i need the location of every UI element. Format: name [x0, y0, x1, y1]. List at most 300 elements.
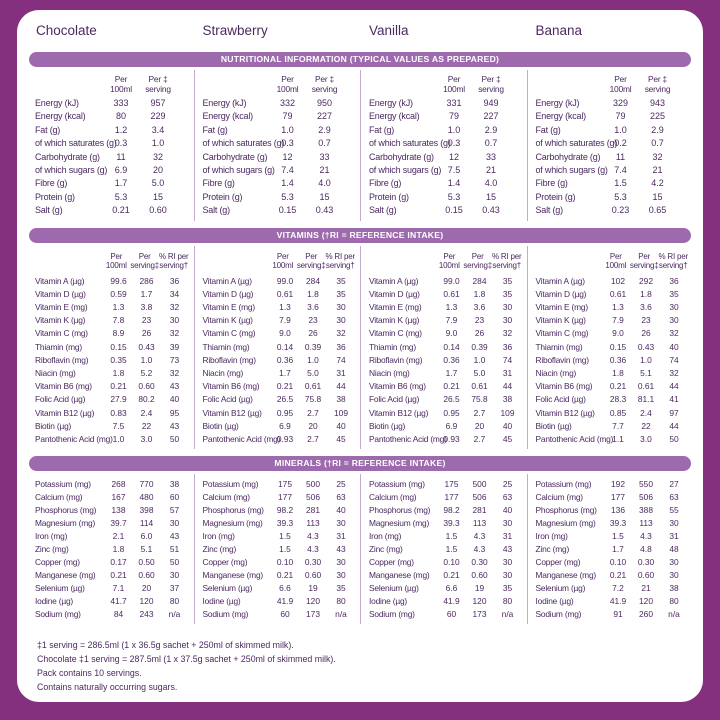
row-label: Riboflavin (mg)	[369, 354, 423, 365]
value-cell: 23	[641, 315, 651, 326]
value-cell: 2.4	[140, 407, 153, 418]
row-label: of which saturates (g)	[369, 138, 451, 149]
table-row	[369, 556, 524, 569]
row-label: Energy (kJ)	[535, 98, 580, 108]
value-cell: 31	[336, 368, 346, 379]
value-cell: 0.60	[304, 570, 322, 581]
row-label: Vitamin E (mg)	[35, 302, 88, 313]
value-cell: 7.9	[612, 315, 624, 326]
value-cell: 229	[150, 111, 166, 122]
value-cell: 3.8	[140, 302, 153, 313]
column-headers	[536, 71, 691, 97]
value-cell: 11	[615, 151, 626, 162]
value-cell: 32	[669, 328, 679, 339]
value-cell: 27.9	[110, 394, 127, 405]
table-row	[35, 504, 191, 517]
value-cell: 19	[308, 583, 318, 594]
value-cell: 1.8	[473, 288, 486, 299]
value-cell: 0.15	[445, 205, 463, 216]
row-label: Iodine (µg)	[535, 596, 574, 607]
value-cell: 74	[502, 354, 513, 365]
value-cell: 31	[336, 531, 346, 542]
table-row	[369, 314, 524, 327]
row-label: Fat (g)	[35, 124, 61, 135]
value-cell: 0.83	[110, 407, 127, 418]
value-cell: 0.15	[278, 205, 297, 216]
table-row	[369, 137, 524, 150]
value-cell: 0.59	[110, 288, 127, 299]
value-cell: 0.21	[443, 381, 460, 392]
row-label: Vitamin A (µg)	[535, 275, 585, 286]
value-cell: 0.21	[276, 570, 294, 581]
value-cell: 1.1	[612, 434, 624, 445]
value-cell: 74	[669, 354, 679, 365]
value-cell: 20	[308, 420, 318, 431]
value-cell: 177	[444, 492, 459, 503]
value-cell: 1.0	[112, 434, 125, 445]
row-label: Fibre (g)	[202, 178, 235, 189]
row-label: Vitamin D (µg)	[535, 288, 587, 299]
vitamins-section-banner: VITAMINS (†RI = REFERENCE INTAKE)	[29, 228, 691, 243]
value-cell: 22	[641, 420, 651, 431]
row-label: Energy (kcal)	[35, 111, 86, 122]
table-row	[369, 393, 524, 406]
column-headers	[203, 71, 358, 97]
value-cell: 50	[169, 434, 180, 445]
value-cell: n/a	[168, 609, 181, 620]
row-label: Phosphorus (mg)	[369, 505, 431, 516]
value-cell: 114	[139, 518, 154, 529]
header-spacer	[369, 75, 436, 94]
table-row	[536, 595, 691, 608]
value-cell: 1.3	[279, 302, 291, 313]
value-cell: 120	[639, 596, 653, 607]
section-minerals	[27, 456, 693, 624]
value-cell: 7.4	[614, 165, 627, 176]
column-headers	[35, 71, 191, 97]
value-cell: 41	[669, 394, 679, 405]
table-row	[35, 137, 191, 150]
value-cell: 102	[611, 275, 625, 286]
row-label: Pantothenic Acid (mg)	[35, 434, 113, 445]
table-row	[203, 433, 358, 446]
row-label: Salt (g)	[35, 205, 63, 216]
row-label: Vitamin B6 (mg)	[35, 381, 92, 392]
value-cell: 31	[502, 368, 513, 379]
value-cell: 5.3	[447, 191, 461, 202]
table-row	[203, 367, 358, 380]
table-row	[369, 367, 524, 380]
value-cell: 0.3	[281, 138, 294, 149]
table-row	[203, 97, 358, 110]
row-label: Iron (mg)	[369, 531, 402, 542]
value-cell: 333	[113, 98, 129, 108]
value-cell: 0.21	[110, 381, 127, 392]
table-row	[35, 341, 191, 354]
value-cell: 4.3	[640, 531, 652, 542]
value-cell: 4.8	[640, 544, 652, 555]
table-row	[35, 380, 191, 393]
footnotes	[27, 638, 693, 694]
value-cell: 35	[336, 275, 346, 286]
table-row	[536, 110, 691, 123]
value-cell: 0.21	[110, 570, 127, 581]
table-row	[35, 530, 191, 543]
table-row	[203, 177, 358, 190]
value-cell: 388	[639, 505, 653, 516]
row-label: Iodine (µg)	[369, 596, 408, 607]
value-cell: 2.7	[307, 407, 319, 418]
table-row	[369, 124, 524, 137]
value-cell: 0.15	[110, 341, 127, 352]
row-label: Folic Acid (µg)	[35, 394, 86, 405]
row-label: Fat (g)	[369, 124, 395, 135]
column-headers	[35, 247, 191, 275]
value-cell: 21	[652, 165, 663, 176]
value-cell: 30	[669, 570, 679, 581]
value-cell: 957	[150, 98, 166, 108]
value-cell: 175	[444, 479, 459, 490]
value-cell: 35	[336, 288, 346, 299]
row-label: Salt (g)	[535, 205, 563, 216]
value-cell: 0.61	[443, 288, 460, 299]
value-cell: 38	[669, 583, 679, 594]
value-cell: 6.6	[445, 583, 458, 594]
row-label: Selenium (µg)	[535, 583, 586, 594]
value-cell: 2.9	[484, 124, 498, 135]
row-label: Energy (kcal)	[369, 111, 420, 122]
column-header: Per serving‡	[130, 251, 159, 271]
table-row	[35, 595, 191, 608]
value-cell: 0.3	[447, 138, 461, 149]
value-cell: 27	[669, 479, 679, 490]
value-cell: 329	[612, 98, 629, 108]
column-headers	[369, 71, 524, 97]
row-label: Zinc (mg)	[535, 544, 570, 555]
row-label: Vitamin B6 (mg)	[202, 381, 260, 392]
table-row	[35, 177, 191, 190]
value-cell: 227	[483, 111, 499, 122]
table-row	[35, 582, 191, 595]
value-cell: 138	[111, 505, 126, 516]
value-cell: 167	[111, 492, 126, 503]
row-label: Selenium (µg)	[202, 583, 253, 594]
value-cell: 1.0	[281, 124, 294, 135]
value-cell: 0.60	[138, 381, 155, 392]
value-cell: 0.21	[443, 570, 460, 581]
table-row	[536, 314, 691, 327]
footnote-natural-sugars: Contains naturally occurring sugars.	[37, 682, 178, 693]
value-cell: 15	[319, 191, 330, 202]
value-cell: 5.0	[473, 368, 486, 379]
vitamins-table	[27, 246, 693, 450]
table-row	[35, 151, 191, 164]
table-row	[203, 420, 358, 433]
value-cell: 175	[278, 479, 292, 490]
row-label: Salt (g)	[202, 205, 230, 216]
value-cell: 41.9	[609, 596, 627, 607]
value-cell: 0.7	[318, 138, 331, 149]
row-label: Folic Acid (µg)	[369, 394, 420, 405]
value-cell: 1.2	[114, 124, 128, 135]
table-row	[369, 407, 524, 420]
value-cell: 1.5	[445, 544, 458, 555]
table-row	[35, 191, 191, 204]
row-label: Copper (mg)	[202, 557, 248, 568]
column-header: Per serving‡	[296, 251, 326, 271]
value-cell: 31	[669, 531, 679, 542]
value-cell: 1.7	[114, 178, 128, 189]
row-label: Zinc (mg)	[202, 544, 237, 555]
value-cell: 506	[306, 492, 320, 503]
table-row	[35, 97, 191, 110]
row-label: Vitamin B12 (µg)	[202, 407, 262, 418]
row-label: Magnesium (mg)	[369, 518, 430, 529]
value-cell: 15	[485, 191, 496, 202]
value-cell: 98.2	[443, 505, 460, 516]
row-label: Vitamin B12 (µg)	[535, 407, 595, 418]
value-cell: 1.3	[612, 302, 624, 313]
value-cell: 1.5	[445, 531, 458, 542]
row-label: Potassium (mg)	[35, 479, 91, 490]
value-cell: 2.7	[473, 407, 486, 418]
row-label: Thiamin (mg)	[369, 341, 416, 352]
table-row	[369, 608, 524, 621]
value-cell: 40	[336, 420, 346, 431]
value-cell: 550	[639, 479, 653, 490]
flavor-column-strawberry	[194, 70, 361, 221]
row-label: Vitamin K (µg)	[202, 315, 253, 326]
value-cell: 50	[669, 434, 679, 445]
row-label: Vitamin K (µg)	[535, 315, 586, 326]
table-row	[536, 164, 691, 177]
column-headers	[369, 247, 524, 275]
value-cell: 41.7	[110, 596, 127, 607]
value-cell: 32	[652, 151, 663, 162]
column-headers	[203, 247, 358, 275]
value-cell: 28.3	[609, 394, 627, 405]
flavor-column-banana	[527, 474, 694, 624]
value-cell: 32	[169, 368, 180, 379]
value-cell: 1.0	[447, 124, 461, 135]
value-cell: 1.0	[151, 138, 165, 149]
value-cell: 0.36	[443, 354, 460, 365]
value-cell: 26	[308, 328, 318, 339]
column-header: Per serving‡	[463, 251, 492, 271]
value-cell: 1.0	[640, 354, 652, 365]
table-row	[536, 288, 691, 301]
value-cell: 1.3	[112, 302, 125, 313]
value-cell: 1.8	[307, 288, 319, 299]
row-label: Vitamin C (mg)	[369, 328, 422, 339]
value-cell: 26.5	[443, 394, 460, 405]
footnote-chocolate-serving-size: Chocolate ‡1 serving = 287.5ml (1 x 37.5g sachet + 250ml of skimmed milk).	[37, 654, 336, 665]
table-row	[369, 420, 524, 433]
value-cell: 0.21	[276, 381, 294, 392]
row-label: Iron (mg)	[535, 531, 568, 542]
row-label: Protein (g)	[535, 191, 576, 202]
table-row	[35, 110, 191, 123]
column-header: Per ‡ serving	[478, 74, 504, 94]
value-cell: 0.7	[651, 138, 664, 149]
row-label: Copper (mg)	[369, 557, 414, 568]
value-cell: 43	[169, 531, 180, 542]
minerals-section-banner: MINERALS (†RI = REFERENCE INTAKE)	[29, 456, 691, 471]
table-row	[203, 608, 358, 621]
value-cell: 30	[336, 302, 346, 313]
value-cell: n/a	[501, 609, 514, 620]
table-row	[35, 354, 191, 367]
value-cell: 0.60	[637, 570, 655, 581]
value-cell: 4.3	[473, 531, 486, 542]
row-label: Phosphorus (mg)	[535, 505, 597, 516]
row-label: Fibre (g)	[35, 178, 68, 189]
value-cell: 37	[169, 583, 180, 594]
value-cell: 0.61	[471, 381, 488, 392]
value-cell: 4.0	[318, 178, 331, 189]
value-cell: 113	[472, 518, 487, 529]
value-cell: 45	[502, 434, 513, 445]
value-cell: 20	[474, 420, 485, 431]
value-cell: 284	[306, 275, 320, 286]
value-cell: 284	[472, 275, 487, 286]
value-cell: 177	[278, 492, 292, 503]
table-row	[369, 204, 524, 217]
table-row	[536, 433, 691, 446]
row-label: Biotin (µg)	[35, 420, 72, 431]
value-cell: 1.7	[140, 288, 153, 299]
value-cell: 1.7	[279, 368, 291, 379]
table-row	[203, 504, 358, 517]
value-cell: 0.30	[304, 557, 322, 568]
row-label: Sodium (mg)	[35, 609, 81, 620]
value-cell: 80	[169, 596, 180, 607]
table-row	[369, 433, 524, 446]
value-cell: 950	[316, 98, 333, 108]
row-label: Energy (kJ)	[369, 98, 413, 108]
value-cell: 136	[611, 505, 625, 516]
row-label: Fat (g)	[202, 124, 228, 135]
table-row	[35, 204, 191, 217]
table-row	[536, 97, 691, 110]
value-cell: 5.1	[640, 368, 652, 379]
header-spacer	[369, 252, 435, 271]
table-row	[536, 380, 691, 393]
value-cell: 0.23	[611, 205, 630, 216]
row-label: Calcium (mg)	[369, 492, 417, 503]
row-label: Pantothenic Acid (mg)	[202, 434, 281, 445]
value-cell: 35	[669, 288, 679, 299]
table-row	[536, 491, 691, 504]
row-label: Thiamin (mg)	[35, 341, 82, 352]
row-label: of which saturates (g)	[535, 138, 618, 149]
value-cell: 79	[448, 111, 459, 122]
column-header: Per 100ml	[105, 251, 127, 271]
value-cell: 0.2	[614, 138, 627, 149]
value-cell: 97	[669, 407, 679, 418]
table-row	[536, 517, 691, 530]
value-cell: 80	[669, 596, 679, 607]
table-row	[369, 151, 524, 164]
flavor-title-strawberry: Strawberry	[202, 23, 268, 38]
value-cell: 0.60	[471, 570, 488, 581]
row-label: Potassium (mg)	[369, 479, 425, 490]
value-cell: 9.0	[612, 328, 624, 339]
value-cell: 50	[169, 557, 180, 568]
value-cell: 75.8	[304, 394, 322, 405]
value-cell: 331	[446, 98, 462, 108]
flavor-column-banana	[527, 246, 694, 450]
value-cell: 0.43	[138, 341, 155, 352]
value-cell: 506	[639, 492, 653, 503]
row-label: Vitamin C (mg)	[35, 328, 88, 339]
value-cell: 38	[502, 394, 513, 405]
table-row	[203, 204, 358, 217]
table-row	[35, 433, 191, 446]
row-label: Niacin (mg)	[535, 368, 577, 379]
value-cell: 79	[282, 111, 293, 122]
value-cell: 12	[448, 151, 459, 162]
column-header: Per ‡ serving	[311, 74, 338, 94]
row-label: of which sugars (g)	[369, 165, 442, 176]
value-cell: 0.95	[443, 407, 460, 418]
value-cell: 120	[306, 596, 320, 607]
row-label: Biotin (µg)	[369, 420, 406, 431]
value-cell: 7.9	[445, 315, 458, 326]
header-spacer	[35, 252, 102, 271]
value-cell: 5.3	[281, 191, 294, 202]
value-cell: 113	[306, 518, 320, 529]
table-row	[203, 314, 358, 327]
table-row	[203, 530, 358, 543]
value-cell: 36	[169, 275, 180, 286]
value-cell: 0.60	[138, 570, 155, 581]
value-cell: 43	[169, 381, 180, 392]
value-cell: 6.6	[279, 583, 291, 594]
table-row	[203, 569, 358, 582]
table-row	[369, 164, 524, 177]
value-cell: 7.5	[447, 165, 461, 176]
row-label: Vitamin B12 (µg)	[35, 407, 95, 418]
nutrition-panel-card	[17, 10, 703, 702]
table-row	[536, 327, 691, 340]
value-cell: 0.10	[443, 557, 460, 568]
value-cell: 7.4	[281, 165, 294, 176]
value-cell: 1.4	[447, 178, 461, 189]
row-label: Pantothenic Acid (mg)	[535, 434, 614, 445]
value-cell: 5.0	[151, 178, 165, 189]
value-cell: 39.3	[443, 518, 460, 529]
row-label: Vitamin K (µg)	[369, 315, 420, 326]
value-cell: 480	[139, 492, 154, 503]
value-cell: 3.4	[151, 124, 165, 135]
row-label: Fibre (g)	[535, 178, 568, 189]
value-cell: 43	[502, 544, 513, 555]
row-label: Energy (kcal)	[535, 111, 586, 122]
row-label: Zinc (mg)	[35, 544, 69, 555]
section-nutrition	[27, 52, 693, 221]
value-cell: 1.8	[640, 288, 652, 299]
row-label: Fat (g)	[535, 124, 561, 135]
value-cell: 3.0	[140, 434, 153, 445]
value-cell: 30	[336, 570, 346, 581]
table-row	[35, 327, 191, 340]
row-label: Vitamin D (µg)	[35, 288, 86, 299]
value-cell: 40	[502, 505, 513, 516]
table-row	[536, 275, 691, 288]
value-cell: 25	[502, 479, 513, 490]
value-cell: 0.10	[276, 557, 294, 568]
